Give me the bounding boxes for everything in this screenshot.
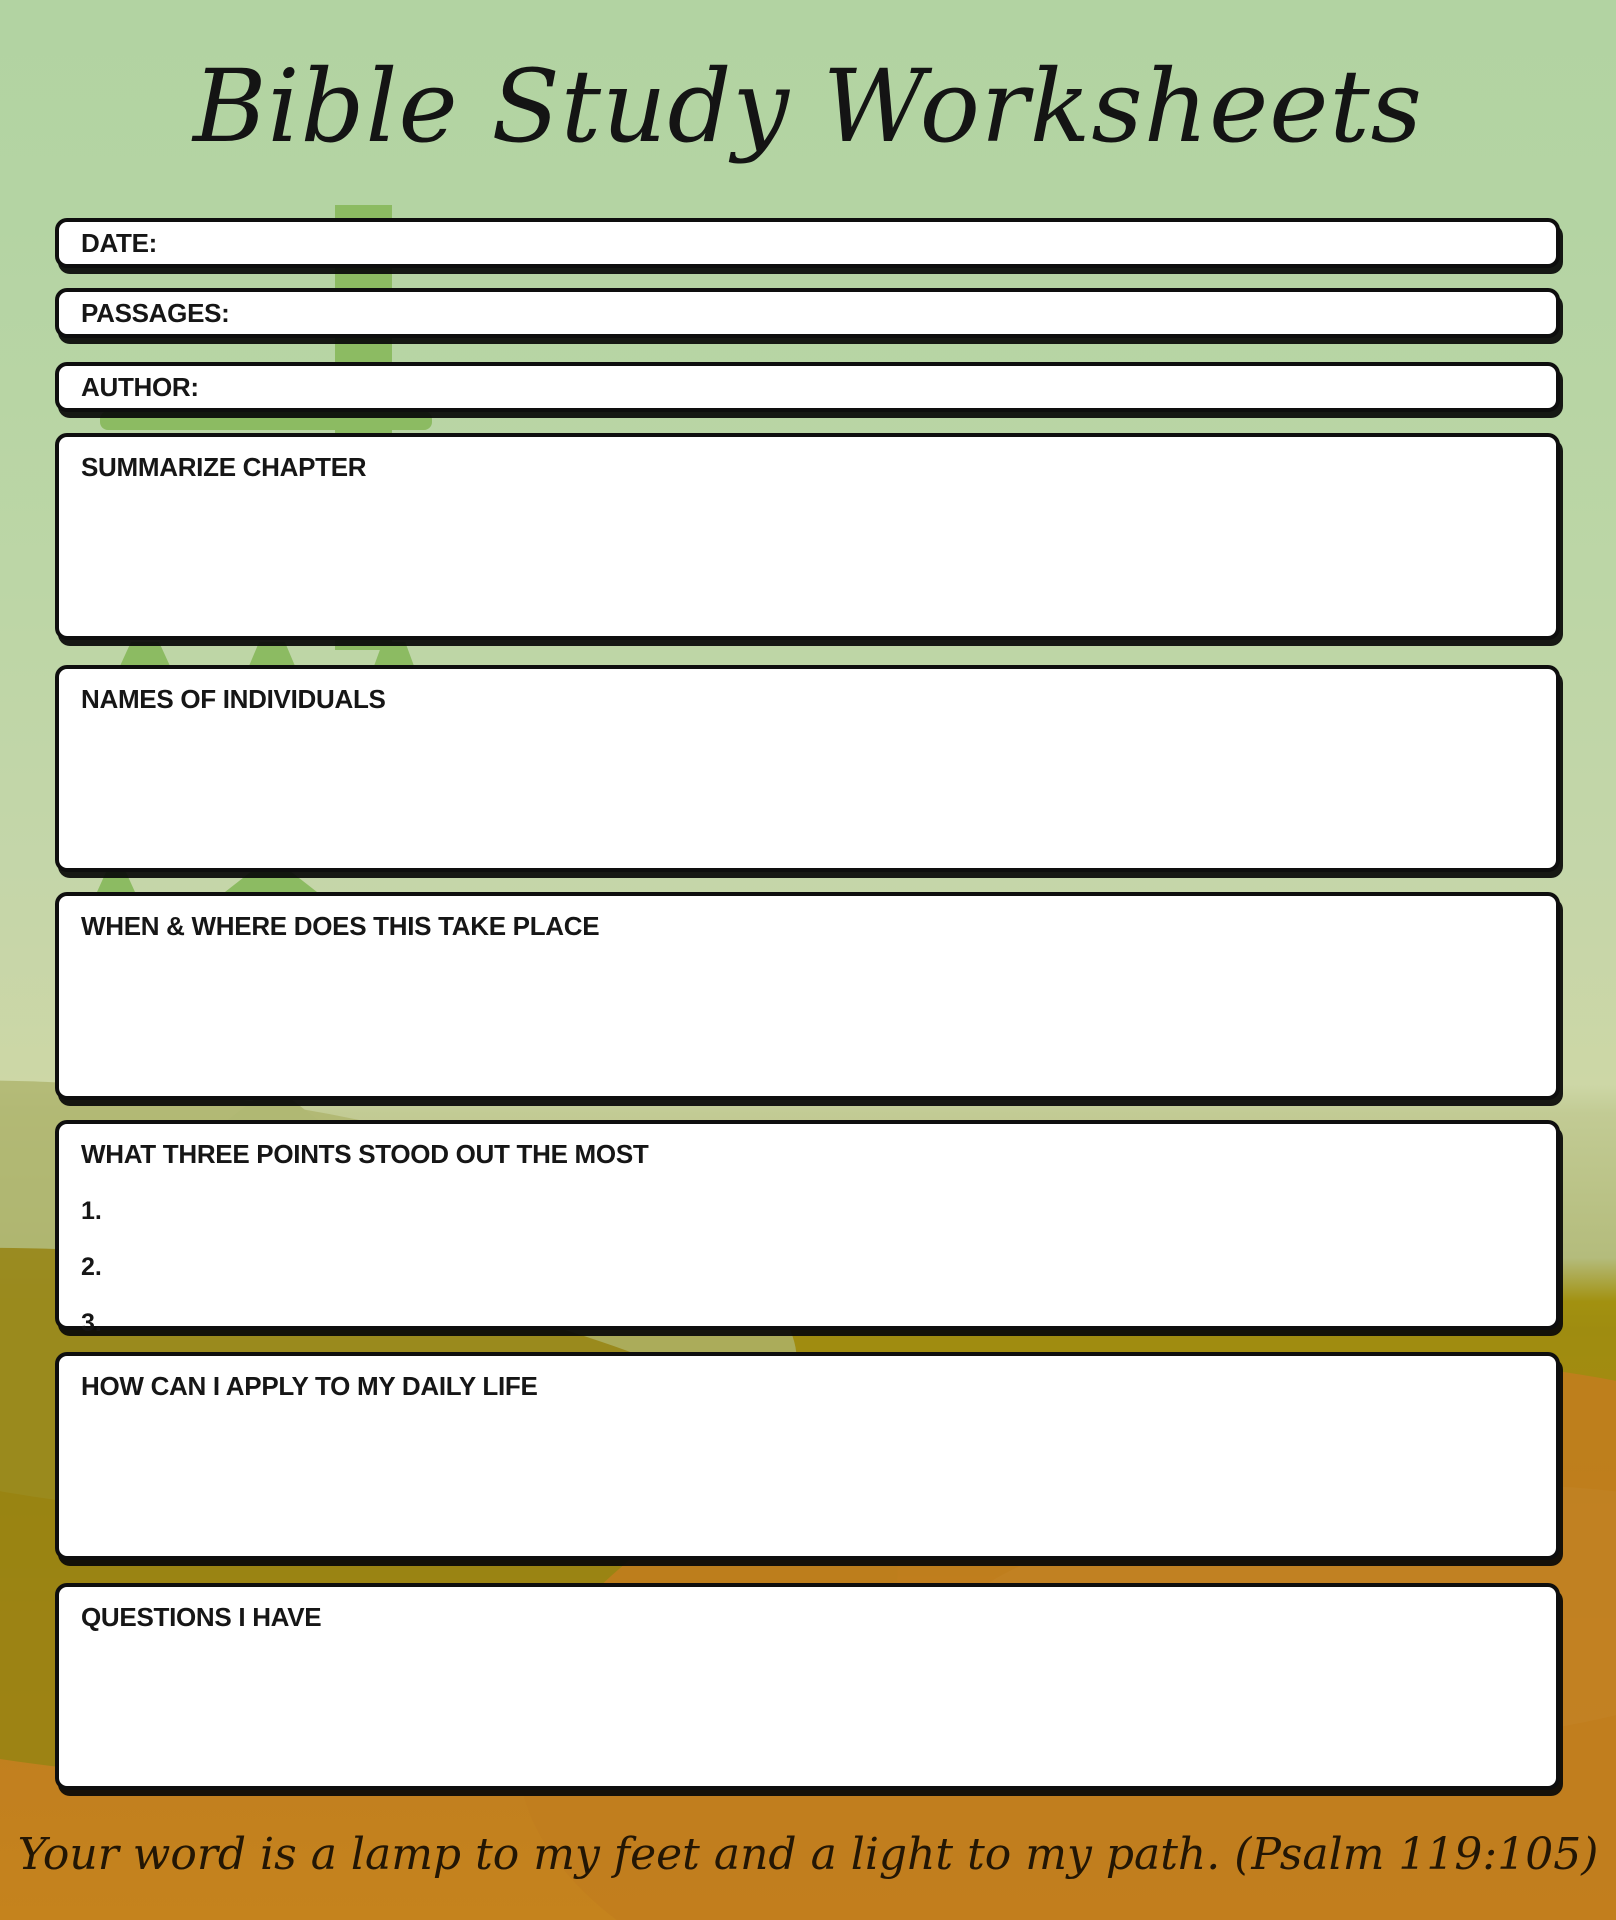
field-box-when-where[interactable] — [55, 892, 1560, 1100]
field-label-names-of-individuals: NAMES OF INDIVIDUALS — [81, 684, 386, 714]
field-label-when-where: WHEN & WHERE DOES THIS TAKE PLACE — [81, 911, 600, 941]
light-ray-shape — [97, 871, 135, 892]
field-box-three-points[interactable] — [55, 1120, 1560, 1337]
field-label-summarize-chapter: SUMMARIZE CHAPTER — [81, 452, 367, 482]
field-label-passages: PASSAGES: — [81, 297, 230, 328]
field-label-date: DATE: — [81, 227, 158, 258]
numbered-item-2[interactable]: 2. — [81, 1253, 102, 1281]
field-label-author: AUTHOR: — [81, 371, 199, 402]
field-box-passages[interactable] — [55, 288, 1560, 338]
field-label-questions-i-have: QUESTIONS I HAVE — [81, 1602, 322, 1632]
field-box-summarize-chapter[interactable] — [55, 433, 1560, 640]
mound-shape — [225, 869, 317, 892]
light-ray-shape — [249, 642, 295, 666]
field-box-apply-daily-life[interactable] — [55, 1352, 1560, 1560]
page-title: Bible Study Worksheets — [192, 47, 1423, 165]
field-label-three-points: WHAT THREE POINTS STOOD OUT THE MOST — [81, 1139, 649, 1169]
field-label-apply-daily-life: HOW CAN I APPLY TO MY DAILY LIFE — [81, 1371, 538, 1401]
field-box-names-of-individuals[interactable] — [55, 665, 1560, 872]
numbered-item-3[interactable]: 3. — [81, 1309, 102, 1337]
field-box-date[interactable] — [55, 218, 1560, 268]
numbered-item-1[interactable]: 1. — [81, 1197, 102, 1225]
footer-verse: Your word is a lamp to my feet and a light to my path. (Psalm 119:105) — [17, 1828, 1599, 1880]
field-box-author[interactable] — [55, 362, 1560, 412]
light-ray-shape — [120, 642, 170, 666]
field-box-questions-i-have[interactable] — [55, 1583, 1560, 1790]
